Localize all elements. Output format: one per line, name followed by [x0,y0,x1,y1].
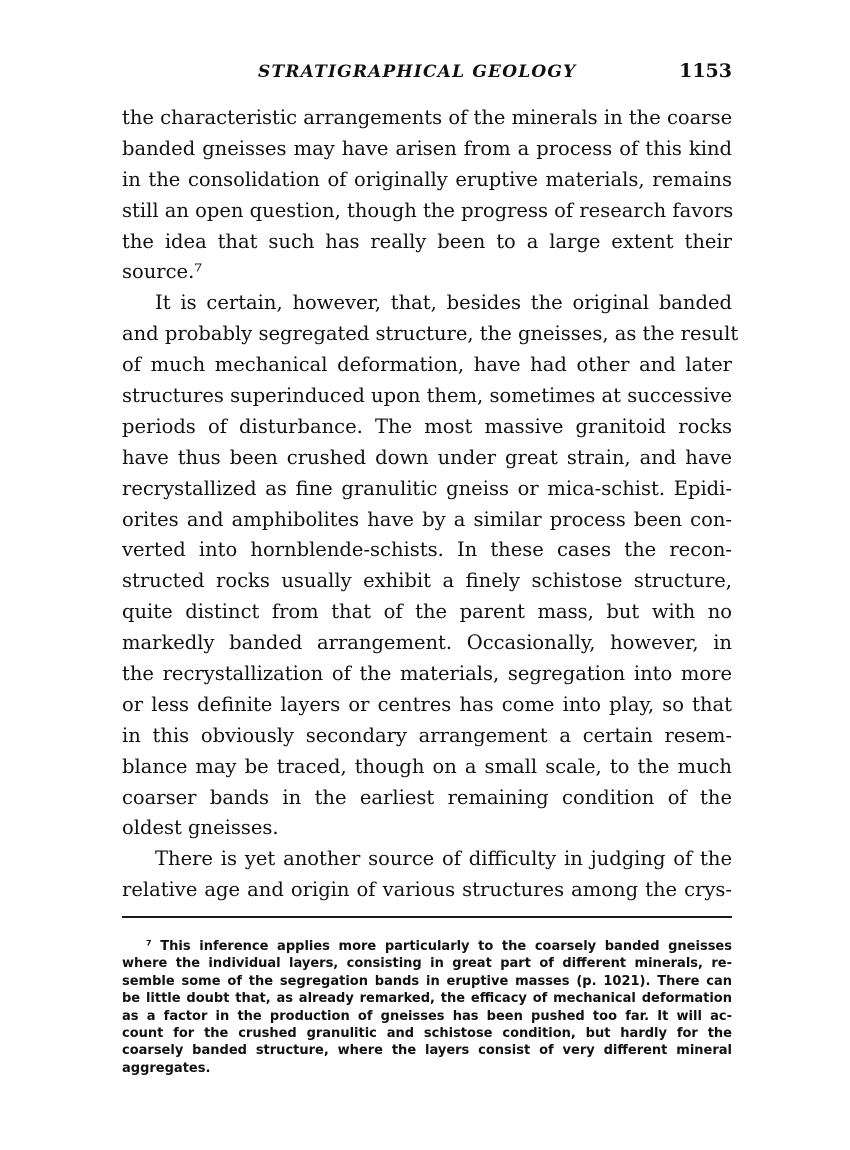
paragraph-start-line: It is certain, however, that, besides the original banded [155,291,732,315]
body-line: and probably segregated structure, the gneisses, as the result [122,322,739,346]
body-line: in the consolidation of originally eruptive materials, remains [122,167,732,191]
body-line: recrystallized as fine granulitic gneiss or mica-schist. Epidi- [122,476,732,500]
body-line: quite distinct from that of the parent mass, but with no [122,600,732,624]
body-text [122,103,739,906]
running-title: STRATIGRAPHICAL GEOLOGY [258,62,577,82]
body-line: the idea that such has really been to a large extent their [122,229,732,253]
footnote-line: be little doubt that, as already remarked, the efficacy of mechanical deformation [122,991,732,1007]
footnote-divider [122,916,732,918]
body-line: still an open question, though the progress of research favors [122,198,734,222]
footnote-line: semble some of the segregation bands in eruptive masses (p. 1021). There can [122,973,732,989]
page-number: 1153 [679,60,732,82]
footnote-line: count for the crushed granulitic and schistose condition, but hardly for the [122,1025,732,1041]
body-line: blance may be traced, though on a small scale, to the much [122,754,732,778]
running-head [122,62,732,88]
body-line: coarser bands in the earliest remaining condition of the [122,785,732,809]
body-line: relative age and origin of various structures among the crys- [122,878,732,902]
footnote-line: ⁷ This inference applies more particularly to the coarsely banded gneisses [146,939,732,954]
footnote-line: as a factor in the production of gneisses has been pushed too far. It will ac- [122,1008,732,1024]
paragraph-start-line: There is yet another source of difficulty in judging of the [155,847,732,871]
body-line: orites and amphibolites have by a similar process been con- [122,507,732,531]
body-line: periods of disturbance. The most massive granitoid rocks [122,414,732,438]
footnote [122,938,732,1077]
footnote-line: aggregates. [122,1060,211,1076]
body-line: the recrystallization of the materials, segregation into more [122,662,732,686]
body-line: markedly banded arrangement. Occasionally, however, in [122,631,732,655]
footnote-line: coarsely banded structure, where the layers consist of very different mineral [122,1043,732,1059]
body-line: verted into hornblende-schists. In these cases the recon- [122,538,732,562]
body-line: source.⁷ [122,260,203,284]
body-line: structed rocks usually exhibit a finely schistose structure, [122,569,732,593]
body-line: oldest gneisses. [122,816,279,840]
body-line: or less definite layers or centres has come into play, so that [122,692,732,716]
body-line: of much mechanical deformation, have had other and later [122,353,732,377]
body-line: the characteristic arrangements of the minerals in the coarse [122,106,733,129]
body-line: banded gneisses may have arisen from a process of this kind [122,136,732,160]
body-line: structures superinduced upon them, sometimes at successive [122,384,732,408]
footnote-line: where the individual layers, consisting in great part of different minerals, re- [122,956,732,972]
body-line: have thus been crushed down under great strain, and have [122,445,732,469]
body-line: in this obviously secondary arrangement a certain resem- [122,723,732,747]
